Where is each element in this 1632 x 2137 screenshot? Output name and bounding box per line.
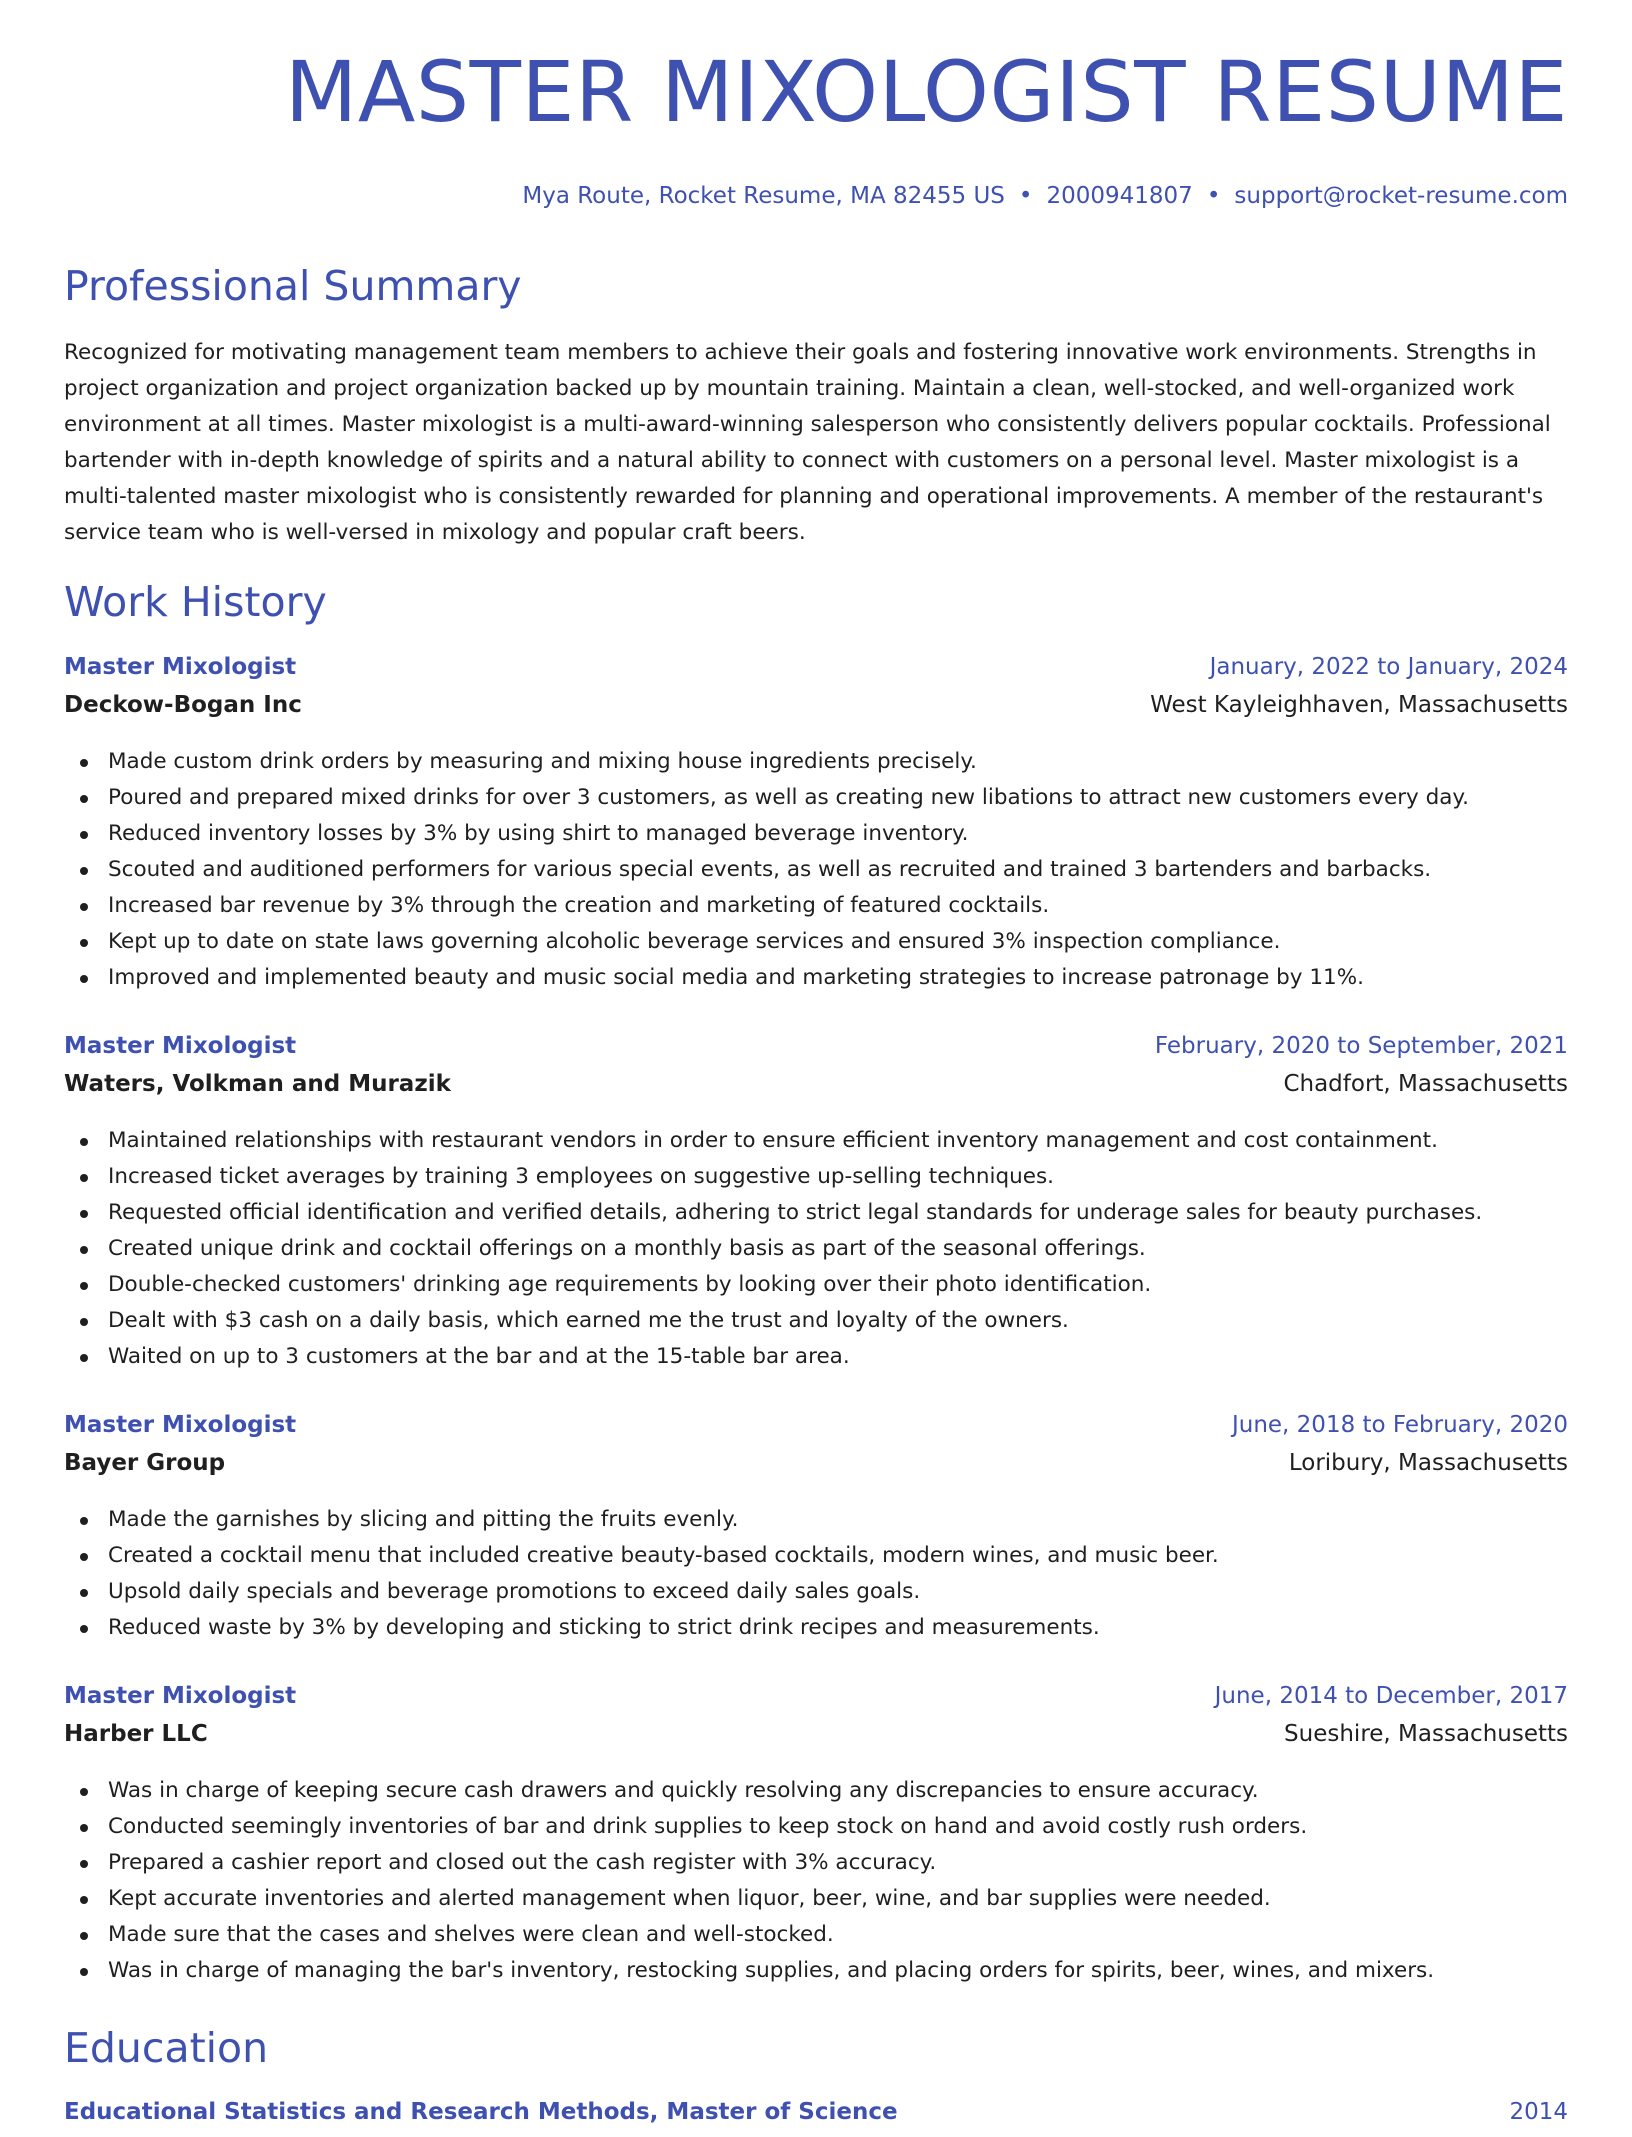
job-dates: January, 2022 to January, 2024 [1209,654,1568,680]
bullet-item: Improved and implemented beauty and music social media and marketing strategies to increase patronage by 11%. [64,960,1568,996]
bullet-item: Maintained relationships with restaurant vendors in order to ensure efficient inventory management and cost containment. [64,1123,1568,1159]
job-bullets [64,1123,1568,1375]
job-title: Master Mixologist [64,654,297,680]
bullet-item: Kept accurate inventories and alerted management when liquor, beer, wine, and bar supplies were needed. [64,1881,1568,1917]
bullet-item: Scouted and auditioned performers for various special events, as well as recruited and trained 3 bartenders and barbacks. [64,852,1568,888]
job-entry [64,654,1568,996]
bullet-item: Reduced waste by 3% by developing and sticking to strict drink recipes and measurements. [64,1610,1568,1646]
job-dates: June, 2018 to February, 2020 [1231,1412,1568,1438]
contact-separator: • [1018,183,1033,209]
company-name: Bayer Group [64,1450,226,1476]
bullet-item: Was in charge of managing the bar's inventory, restocking supplies, and placing orders for spirits, beer, wines, and mixers. [64,1953,1568,1989]
job-entry [64,1412,1568,1646]
job-bullets [64,1773,1568,1989]
bullet-item: Upsold daily specials and beverage promotions to exceed daily sales goals. [64,1574,1568,1610]
job-title: Master Mixologist [64,1683,297,1709]
company-name: Deckow-Bogan Inc [64,692,302,718]
contact-address: Mya Route, Rocket Resume, MA 82455 US [522,183,1005,209]
job-entry [64,1683,1568,1989]
bullet-item: Prepared a cashier report and closed out the cash register with 3% accuracy. [64,1845,1568,1881]
job-bullets [64,744,1568,996]
education-section [64,2024,1568,2137]
bullet-item: Double-checked customers' drinking age requirements by looking over their photo identification. [64,1267,1568,1303]
bullet-item: Conducted seemingly inventories of bar and drink supplies to keep stock on hand and avoid costly rush orders. [64,1809,1568,1845]
education-heading: Education [64,2024,269,2072]
bullet-item: Waited on up to 3 customers at the bar and at the 15-table bar area. [64,1339,1568,1375]
bullet-item: Created unique drink and cocktail offerings on a monthly basis as part of the seasonal offerings. [64,1231,1568,1267]
bullet-item: Created a cocktail menu that included creative beauty-based cocktails, modern wines, and music beer. [64,1538,1568,1574]
bullet-item: Reduced inventory losses by 3% by using shirt to managed beverage inventory. [64,816,1568,852]
contact-email: support@rocket-resume.com [1234,183,1568,209]
bullet-item: Poured and prepared mixed drinks for over 3 customers, as well as creating new libations to attract new customers every day. [64,780,1568,816]
job-entry [64,1033,1568,1375]
job-title: Master Mixologist [64,1412,297,1438]
job-bullets [64,1502,1568,1646]
bullet-item: Dealt with $3 cash on a daily basis, which earned me the trust and loyalty of the owners. [64,1303,1568,1339]
job-title: Master Mixologist [64,1033,297,1059]
job-location: Loribury, Massachusetts [1288,1450,1568,1476]
bullet-item: Requested official identification and verified details, adhering to strict legal standards for underage sales for beauty purchases. [64,1195,1568,1231]
bullet-item: Made custom drink orders by measuring and mixing house ingredients precisely. [64,744,1568,780]
job-dates: February, 2020 to September, 2021 [1154,1033,1568,1059]
bullet-item: Increased ticket averages by training 3 employees on suggestive up-selling techniques. [64,1159,1568,1195]
job-dates: June, 2014 to December, 2017 [1214,1683,1568,1709]
job-location: Sueshire, Massachusetts [1284,1721,1568,1747]
contact-phone: 2000941807 [1046,183,1193,209]
contact-separator: • [1206,183,1221,209]
summary-heading: Professional Summary [64,262,522,310]
degree-title: Educational Statistics and Research Methods, Master of Science [64,2099,898,2125]
education-year: 2014 [1509,2099,1568,2125]
summary-section [64,262,1568,551]
summary-text: Recognized for motivating management team members to achieve their goals and fostering innovative work environments. Strengths in project organization and project organization backed up by mountain training. Maintain a clean, well-stocked, and well-organized work environment at all times. Master mixologist is a multi-award-winning salesperson who consistently delivers popular cocktails. Professional bartender with in-depth knowledge of spirits and a natural ability to connect with customers on a personal level. Master mixologist is a multi-talented master mixologist who is consistently rewarded for planning and operational improvements. A member of the restaurant's service team who is well-versed in mixology and popular craft beers. [64,340,1551,545]
bullet-item: Made sure that the cases and shelves were clean and well-stocked. [64,1917,1568,1953]
resume-title: MASTER MIXOLOGIST RESUME [284,43,1568,141]
bullet-item: Increased bar revenue by 3% through the creation and marketing of featured cocktails. [64,888,1568,924]
bullet-item: Made the garnishes by slicing and pitting the fruits evenly. [64,1502,1568,1538]
work-history-heading: Work History [64,578,327,626]
company-name: Harber LLC [64,1721,208,1747]
contact-line [522,183,1568,209]
company-name: Waters, Volkman and Murazik [64,1071,451,1097]
job-location: West Kayleighhaven, Massachusetts [1150,692,1568,718]
work-history-section [64,578,1568,626]
bullet-item: Kept up to date on state laws governing alcoholic beverage services and ensured 3% inspection compliance. [64,924,1568,960]
job-location: Chadfort, Massachusetts [1283,1071,1568,1097]
bullet-item: Was in charge of keeping secure cash drawers and quickly resolving any discrepancies to ensure accuracy. [64,1773,1568,1809]
